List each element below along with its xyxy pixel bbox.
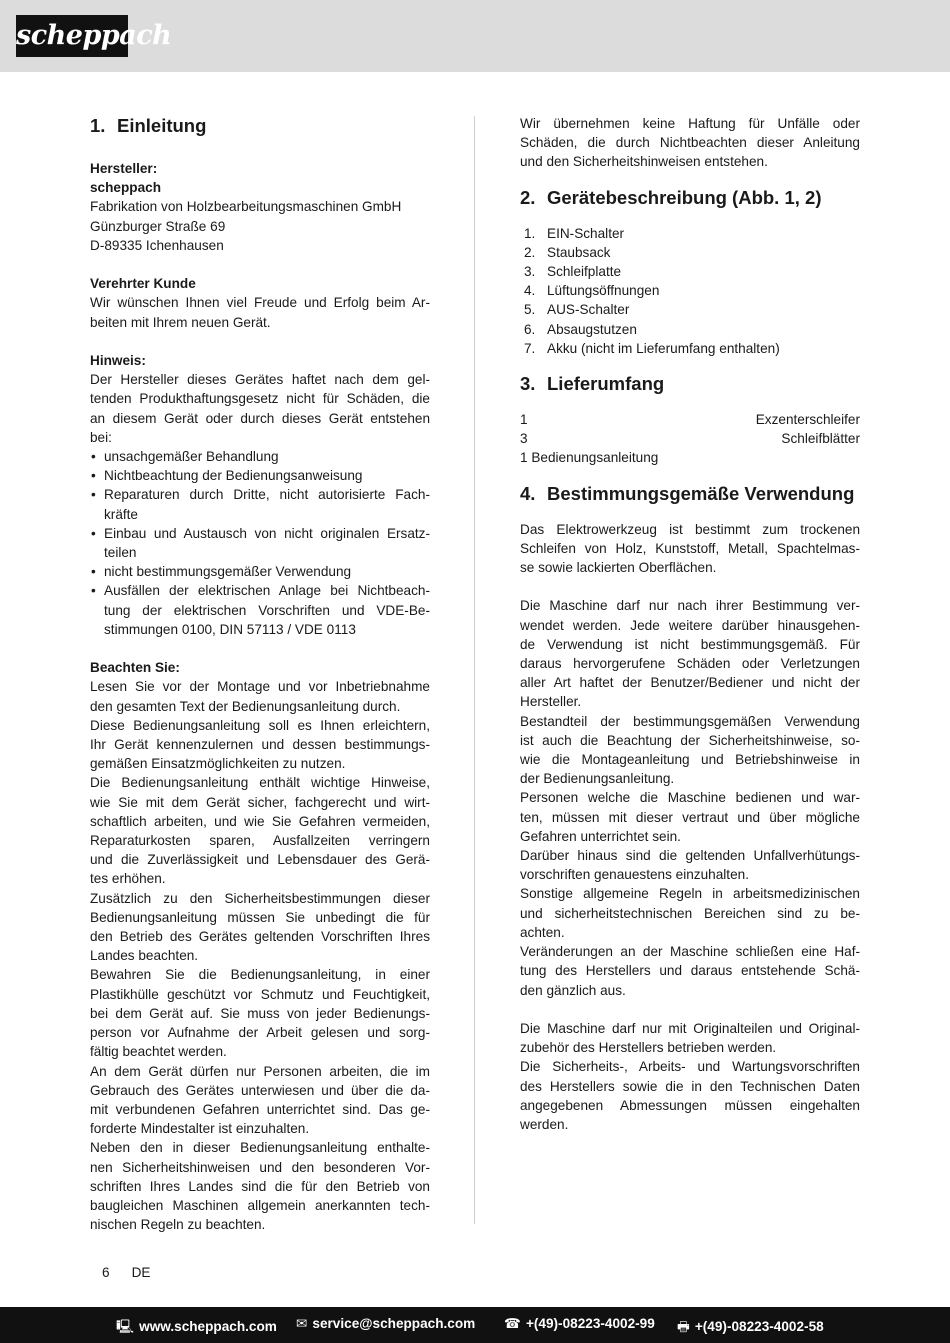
text-line: forderte Mindestalter ist einzuhalten.: [90, 1121, 310, 1137]
text-line: den gänzlich aus.: [520, 982, 626, 998]
list-item-line: • unsachgemäßer Behandlung: [104, 449, 279, 465]
text-line: Veränderungen an der Maschine schließen eine Haf-: [520, 944, 860, 960]
text-line: mit verbundenen Gefahren unterrichtet sind. Das ge-: [90, 1101, 430, 1117]
text-line: An dem Gerät dürfen nur Personen arbeiten, die im: [90, 1063, 430, 1079]
text-line: Die Sicherheits-, Arbeits- und Wartungsvorschriften: [520, 1059, 860, 1075]
section-heading-einleitung: 1. Einleitung: [90, 115, 207, 136]
page-header: [0, 0, 950, 72]
part-label: Akku (nicht im Lieferumfang enthalten): [547, 340, 780, 356]
use-paragraph-2: [520, 596, 860, 999]
text-line: fältig beachtet werden.: [90, 1044, 227, 1060]
text-line: Plastikhülle geschützt vor Schmutz und Feuchtigkeit,: [90, 986, 430, 1002]
footer-fax: 🖶 +(49)-08223-4002-58: [677, 1316, 824, 1340]
part-item: [520, 320, 860, 339]
text-line: Gefahren unterrichtet sein.: [520, 828, 681, 844]
text-line: und sicherheitstechnischen Bereichen sind zu be-: [520, 905, 860, 921]
part-label: Absaugstutzen: [547, 321, 637, 337]
part-item: [520, 281, 860, 300]
mail-icon: ✉: [296, 1316, 308, 1331]
page-number: 6 DE: [102, 1265, 151, 1280]
part-number: 4.: [524, 283, 536, 299]
part-item: [520, 262, 860, 281]
phone-icon: ☎: [504, 1316, 521, 1331]
text-line: an diesem Gerät oder durch dieses Gerät entstehen: [90, 410, 430, 426]
part-number: 6.: [524, 321, 536, 337]
kunde-label: Verehrter Kunde: [90, 276, 196, 292]
list-item-line: • Einbau und Austausch von nicht originalen Ersatz-: [104, 525, 430, 541]
left-column: [90, 114, 430, 1234]
text-line: Bestandteil der bestimmungsgemäßen Verwendung: [520, 713, 860, 729]
hersteller-name: scheppach: [90, 180, 162, 196]
hersteller-line: Günzburger Straße 69: [90, 218, 226, 234]
text-line: tung des Herstellers und daraus entstehende Schä-: [520, 963, 860, 979]
text-line: den Betrieb des Gerätes geltenden Vorschriften Ihres: [90, 929, 430, 945]
text-line: Landes beachten.: [90, 948, 199, 964]
text-line: Neben den in dieser Bedienungsanleitung enthalte-: [90, 1140, 430, 1156]
text-line: Reparaturkosten sparen, Ausfallzeiten verringern: [90, 833, 430, 849]
list-item: [90, 524, 430, 562]
text-line: bei dem Gerät auf. Sie muss von jeder Bedienungs-: [90, 1005, 430, 1021]
text-line: Das Elektrowerkzeug ist bestimmt zum trockenen: [520, 521, 860, 537]
text-line: tenden Produkthaftungsgesetz nicht für Schäden, die: [90, 391, 430, 407]
text-line: Wir wünschen Ihnen viel Freude und Erfolg beim Ar-: [90, 295, 430, 311]
right-column: [520, 114, 860, 1134]
text-line: Personen welche die Maschine bedienen und war-: [520, 790, 860, 806]
text-line: Schleifen von Holz, Kunststoff, Metall, Spachtelmas-: [520, 540, 860, 556]
text-line: Darüber hinaus sind die geltenden Unfallverhütungs-: [520, 848, 860, 864]
computer-icon: 🖳: [116, 1319, 135, 1334]
part-label: AUS-Schalter: [547, 302, 630, 318]
text-line: Bewahren Sie die Bedienungsanleitung, in einer: [90, 967, 430, 983]
text-line: angegebenen Abmessungen müssen eingehalten: [520, 1097, 860, 1113]
hersteller-line: Fabrikation von Holzbearbeitungsmaschinen GmbH: [90, 199, 402, 215]
page-footer: [0, 1307, 950, 1343]
footer-web[interactable]: 🖳 www.scheppach.com: [116, 1316, 277, 1340]
part-item: [520, 224, 860, 243]
use-paragraph-1: [520, 520, 860, 578]
text-line: person vor Aufnahme der Arbeit gelesen und sorg-: [90, 1025, 430, 1041]
list-item-line: • nicht bestimmungsgemäßer Verwendung: [104, 564, 352, 580]
text-line: 3 Schleifblätter: [520, 431, 860, 447]
list-item-line: • Ausfällen der elektrischen Anlage bei Nichtbeach-: [104, 583, 430, 599]
text-line: vorschriften genauestens einzuhalten.: [520, 867, 749, 883]
text-line: Schäden, die durch Nichtbeachten dieser Anleitung: [520, 135, 860, 151]
text-line: Hersteller.: [520, 694, 582, 710]
part-label: Staubsack: [547, 244, 611, 260]
liability-list: [90, 447, 430, 639]
text-line: bei:: [90, 429, 112, 445]
parts-list: [520, 224, 860, 358]
text-line: ten, müssen mit dieser vertraut und über mögliche: [520, 809, 860, 825]
text-line: Ihr Gerät kennenzulernen und dessen bestimmungs-: [90, 737, 430, 753]
text-line: des Herstellers sowie die in den Technischen Daten: [520, 1078, 860, 1094]
text-line: nischen Regeln zu beachten.: [90, 1217, 266, 1233]
text-line: aller Art haftet der Benutzer/Bediener und nicht der: [520, 675, 860, 691]
text-line: ist auch die Beachtung der Sicherheitshinweise, so-: [520, 732, 860, 748]
text-line: Diese Bedienungsanleitung soll es Ihnen erleichtern,: [90, 717, 430, 733]
scope-list: [520, 410, 860, 468]
list-item-line: teilen: [104, 545, 137, 561]
liability-intro: [520, 114, 860, 172]
list-item: [90, 447, 430, 466]
text-line: achten.: [520, 924, 565, 940]
text-line: nen Sicherheitshinweisen und den besonderen Vor-: [90, 1159, 430, 1175]
list-item: [90, 562, 430, 581]
part-number: 1.: [524, 225, 536, 241]
text-line: und die Zuverlässigkeit und Lebensdauer des Gerä-: [90, 852, 430, 868]
fax-icon: 🖶: [677, 1319, 690, 1334]
list-item-line: • Reparaturen durch Dritte, nicht autorisierte Fach-: [104, 487, 430, 503]
part-number: 7.: [524, 340, 536, 356]
text-line: beiten mit Ihrem neuen Gerät.: [90, 314, 271, 330]
text-line: Lesen Sie vor der Montage und vor Inbetriebnahme: [90, 679, 430, 695]
text-line: wie die Montageanleitung und Betriebshinweise in: [520, 752, 860, 768]
text-line: Bedienungsanleitung müssen Sie unbedingt die für: [90, 909, 430, 925]
list-item: [90, 581, 430, 639]
list-item-line: tung der elektrischen Vorschriften und VDE-Be-: [104, 602, 430, 618]
list-item: [90, 485, 430, 523]
text-line: Der Hersteller dieses Gerätes haftet nach dem gel-: [90, 372, 430, 388]
text-line: tes erhöhen.: [90, 871, 166, 887]
text-line: Sonstige allgemeine Regeln in arbeitsmedizinischen: [520, 886, 860, 902]
text-line: werden.: [520, 1116, 569, 1132]
text-line: gemäßen Einsatzmöglichkeiten zu nutzen.: [90, 756, 346, 772]
part-label: Schleifplatte: [547, 264, 622, 280]
text-line: Die Bedienungsanleitung enthält wichtige Hinweise,: [90, 775, 430, 791]
text-line: Die Maschine darf nur nach ihrer Bestimmung ver-: [520, 598, 860, 614]
part-label: EIN-Schalter: [547, 225, 625, 241]
text-line: der Bedienungsanleitung.: [520, 771, 675, 787]
beachten-text: [90, 677, 430, 1234]
part-item: [520, 339, 860, 358]
kunde-text: [90, 293, 430, 331]
part-number: 5.: [524, 302, 536, 318]
text-line: schriften Ihres Landes sind die für den Betrieb von: [90, 1178, 430, 1194]
list-item-line: kräfte: [104, 506, 138, 522]
list-item-line: • Nichtbeachtung der Bedienungsanweisung: [104, 468, 363, 484]
part-label: Lüftungsöffnungen: [547, 283, 660, 299]
text-line: wie Sie mit dem Gerät sicher, fachgerecht und wirt-: [90, 794, 430, 810]
brand-logo: scheppach: [16, 15, 128, 57]
text-line: de Verwendung ist nicht bestimmungsgemäß. Für: [520, 636, 860, 652]
text-line: baugleichen Maschinen allgemein anerkannten tech-: [90, 1197, 430, 1213]
text-line: se sowie lackierten Oberflächen.: [520, 560, 717, 576]
text-line: und den Sicherheitshinweisen entstehen.: [520, 154, 768, 170]
part-number: 2.: [524, 244, 536, 260]
text-line: Die Maschine darf nur mit Originalteilen und Original-: [520, 1020, 860, 1036]
list-item: [90, 466, 430, 485]
text-line: zubehör des Herstellers betrieben werden.: [520, 1040, 777, 1056]
text-line: wendet werden. Jede weitere darüber hinausgehen-: [520, 617, 860, 633]
text-line: schaftlich arbeiten, und wie Sie Gefahren vermeiden,: [90, 813, 430, 829]
language-code: DE: [131, 1265, 151, 1280]
text-line: 1 Bedienungsanleitung: [520, 450, 659, 466]
footer-phone: ☎ +(49)-08223-4002-99: [504, 1316, 655, 1331]
text-line: den gesamten Text der Bedienungsanleitung durch.: [90, 698, 401, 714]
list-item-line: stimmungen 0100, DIN 57113 / VDE 0113: [104, 621, 356, 637]
text-line: daraus hervorgerufene Schäden oder Verletzungen: [520, 656, 860, 672]
text-line: 1 Exzenterschleifer: [520, 412, 860, 428]
text-line: Gebrauch des Gerätes unterwiesen und über die da-: [90, 1082, 430, 1098]
section-heading-lieferumfang: 3. Lieferumfang: [520, 373, 665, 395]
hersteller-label: Hersteller:: [90, 161, 158, 176]
text-line: Zusätzlich zu den Sicherheitsbestimmungen dieser: [90, 890, 430, 906]
text-line: Wir übernehmen keine Haftung für Unfälle oder: [520, 116, 860, 131]
use-paragraph-3: [520, 1019, 860, 1134]
section-heading-verwendung: 4. Bestimmungsgemäße Verwendung: [520, 482, 855, 504]
section-heading-geraetebeschreibung: 2. Gerätebeschreibung (Abb. 1, 2): [520, 186, 822, 208]
hinweis-text: [90, 370, 430, 447]
hersteller-line: D-89335 Ichenhausen: [90, 237, 224, 253]
column-divider: [474, 116, 475, 1224]
part-number: 3.: [524, 264, 536, 280]
part-item: [520, 300, 860, 319]
part-item: [520, 243, 860, 262]
beachten-label: Beachten Sie:: [90, 660, 180, 676]
hinweis-label: Hinweis:: [90, 353, 146, 368]
footer-email[interactable]: ✉ service@scheppach.com: [296, 1316, 476, 1331]
